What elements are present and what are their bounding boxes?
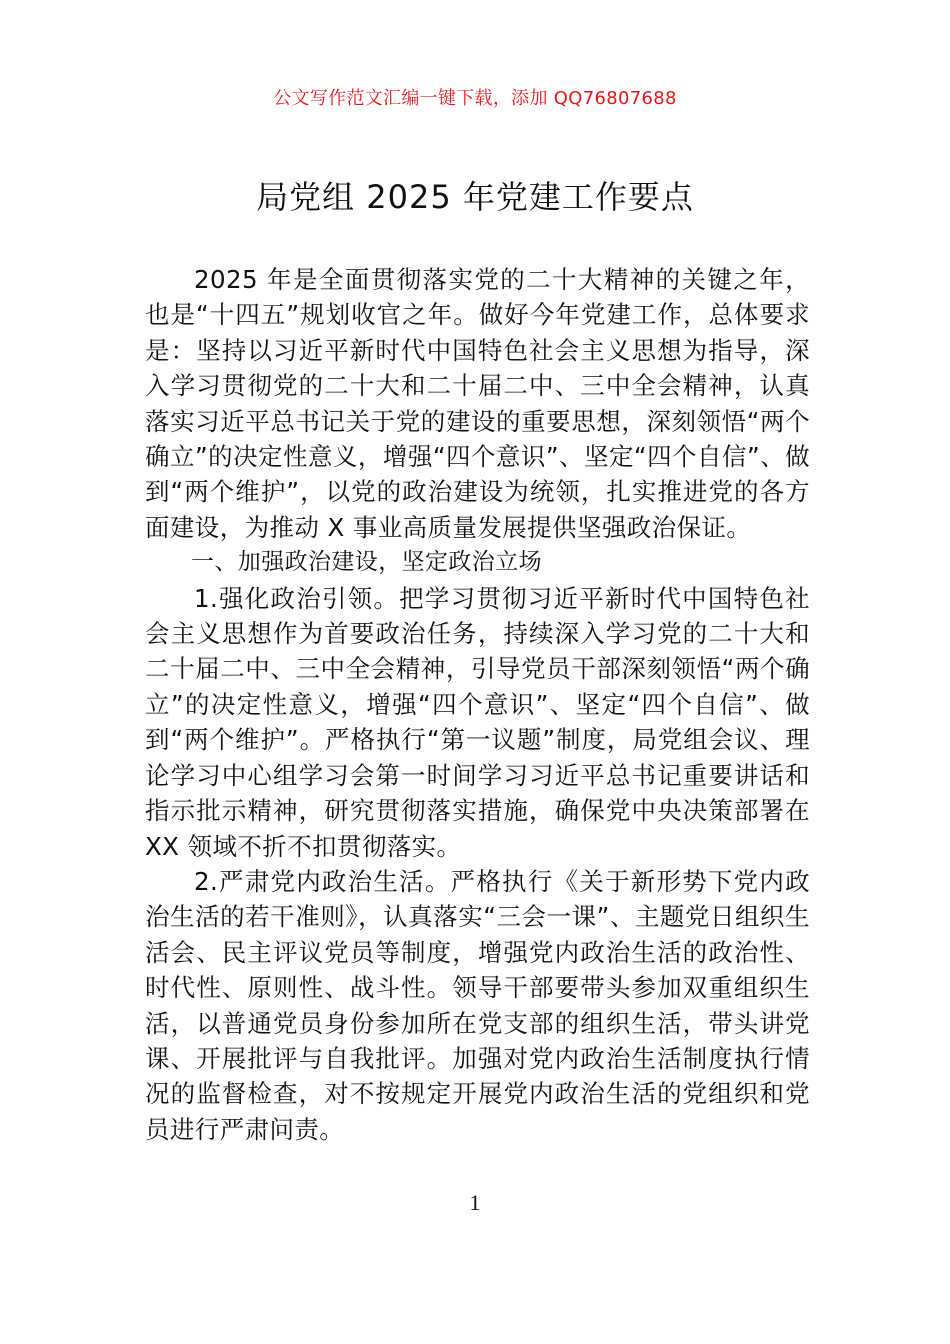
page-number: 1 bbox=[469, 1190, 481, 1215]
item-paragraph-2: 2.严肃党内政治生活。严格执行《关于新形势下党内政治生活的若干准则》，认真落实“三会一课”、主题党日组织生活会、民主评议党员等制度，增强党内政治生活的政治性、时代性、原则性、战斗性。领导干部要带头参加双重组织生活，以普通党员身份参加所在党支部的组织生活，带头讲党课、开展批评与自我批评。加强对党内政治生活制度执行情况的监督检查，对不按规定开展党内政治生活的党组织和党员进行严肃问责。 bbox=[145, 866, 810, 1144]
intro-paragraph: 2025 年是全面贯彻落实党的二十大精神的关键之年，也是“十四五”规划收官之年。做好今年党建工作，总体要求是：坚持以习近平新时代中国特色社会主义思想为指导，深入学习贯彻党的二十大和二十届二中、三中全会精神，认真落实习近平总书记关于党的建设的重要思想，深刻领悟“两个确立”的决定性意义，增强“四个意识”、坚定“四个自信”、做到“两个维护”，以党的政治建设为统领，扎实推进党的各方面建设，为推动 X 事业高质量发展提供坚强政治保证。 bbox=[145, 265, 810, 542]
download-banner: 公文写作范文汇编一键下载，添加 QQ76807688 bbox=[273, 88, 677, 109]
section-heading-1: 一、加强政治建设，坚定政治立场 bbox=[191, 549, 542, 576]
document-body bbox=[145, 262, 810, 1147]
document-title: 局党组 2025 年党建工作要点 bbox=[256, 178, 694, 216]
item-paragraph-1: 1.强化政治引领。把学习贯彻习近平新时代中国特色社会主义思想作为首要政治任务，持续深入学习党的二十大和二十届二中、三中全会精神，引导党员干部深刻领悟“两个确立”的决定性意义，增强“四个意识”、坚定“四个自信”、做到“两个维护”。严格执行“第一议题”制度，局党组会议、理论学习中心组学习会第一时间学习习近平总书记重要讲话和指示批示精神，研究贯彻落实措施，确保党中央决策部署在 XX 领域不折不扣贯彻落实。 bbox=[145, 583, 810, 861]
